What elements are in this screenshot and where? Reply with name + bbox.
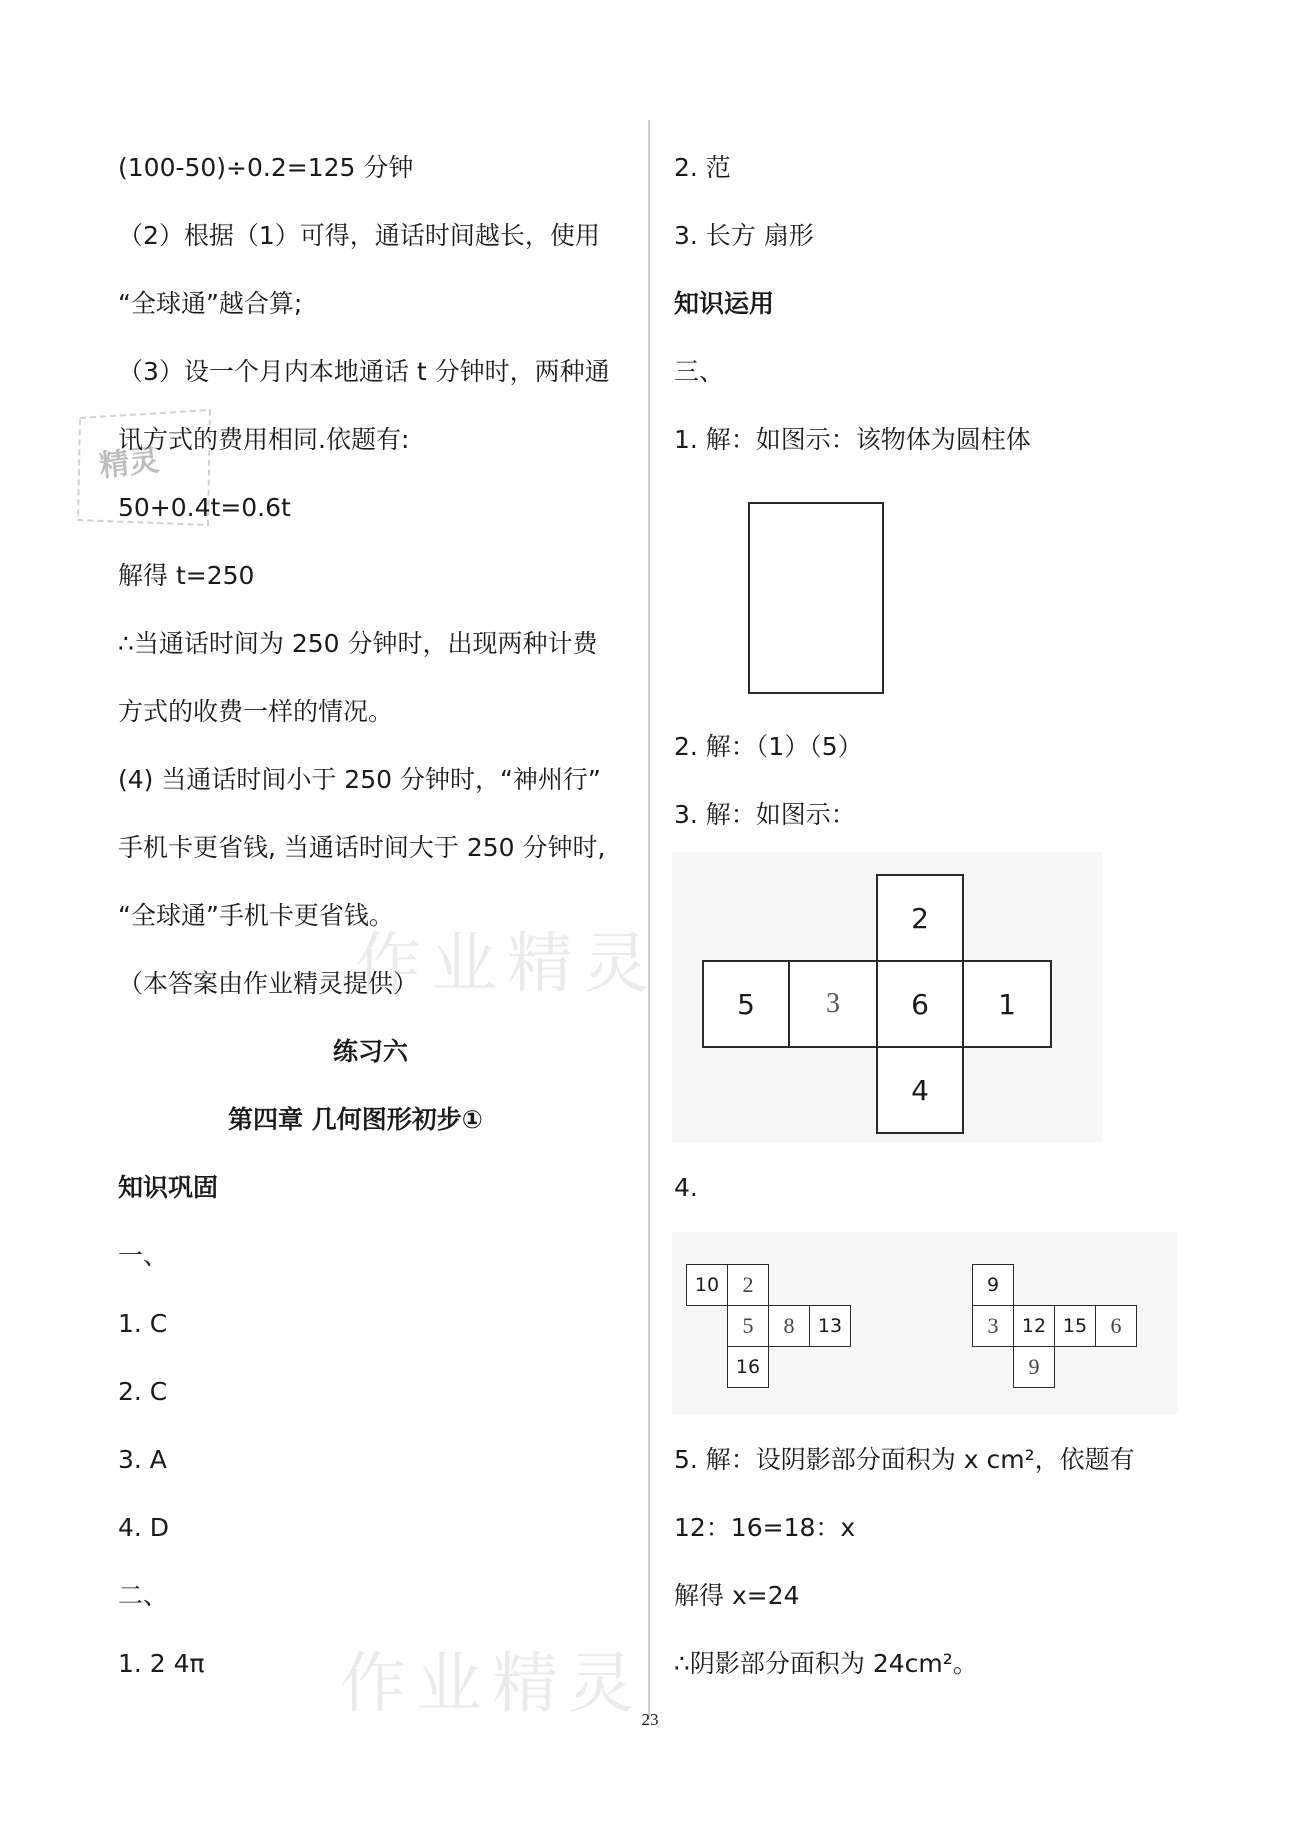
- watermark-middle: 作业精灵: [355, 925, 659, 1002]
- net-face-mid-left: 3: [788, 960, 878, 1048]
- section-title-apply: 知识运用: [674, 289, 775, 318]
- part4-cont2: “全球通”手机卡更省钱。: [118, 901, 394, 930]
- answer-one-4: 4. D: [118, 1513, 170, 1542]
- net-a-cell-5: 13: [809, 1305, 851, 1347]
- net-a-cell-6: 16: [727, 1346, 769, 1388]
- question-1: 1. 解：如图示：该物体为圆柱体: [674, 425, 1031, 454]
- answer-two-3: 3. 长方 扇形: [674, 221, 814, 250]
- part4-text: (4) 当通话时间小于 250 分钟时，“神州行”: [118, 765, 601, 794]
- equation: 50+0.4t=0.6t: [118, 493, 291, 522]
- section-title-consolidate: 知识巩固: [118, 1173, 219, 1202]
- solve-line: 解得 t=250: [118, 561, 255, 590]
- question-5-conclusion: ∴阴影部分面积为 24cm²。: [674, 1649, 978, 1678]
- conclusion-cont: 方式的收费一样的情况。: [118, 697, 394, 726]
- answer-one-3: 3. A: [118, 1445, 167, 1474]
- answer-one-2: 2. C: [118, 1377, 168, 1406]
- part2-text: （2）根据（1）可得，通话时间越长，使用: [118, 221, 600, 250]
- chapter-title: 第四章 几何图形初步①: [228, 1105, 483, 1134]
- question-5: 5. 解：设阴影部分面积为 x cm²，依题有: [674, 1445, 1135, 1474]
- question-2: 2. 解：（1）（5）: [674, 732, 863, 761]
- part-one-label: 一、: [118, 1241, 169, 1270]
- net-face-center: 6: [876, 960, 964, 1048]
- svg-text:精灵: 精灵: [97, 443, 161, 485]
- conclusion-text: ∴当通话时间为 250 分钟时，出现两种计费: [118, 629, 598, 658]
- net-b-cell-4: 15: [1054, 1305, 1096, 1347]
- exercise-title: 练习六: [333, 1037, 409, 1066]
- net-b-cell-6: 9: [1013, 1346, 1055, 1388]
- part-three-label: 三、: [674, 357, 725, 386]
- net-b-cell-2: 3: [972, 1305, 1014, 1347]
- net-b-cell-3: 12: [1013, 1305, 1055, 1347]
- question-4: 4.: [674, 1173, 698, 1202]
- answer-two-2: 2. 范: [674, 153, 731, 182]
- watermark-bottom: 作业精灵: [340, 1645, 644, 1722]
- net-face-right: 1: [962, 960, 1052, 1048]
- net-b-cell-5: 6: [1095, 1305, 1137, 1347]
- part-two-label: 二、: [118, 1581, 169, 1610]
- credit-line: （本答案由作业精灵提供）: [118, 969, 419, 998]
- part3-cont: 讯方式的费用相同.依题有:: [118, 425, 410, 454]
- question-5-ratio: 12：16=18：x: [674, 1513, 856, 1542]
- net-face-bottom: 4: [876, 1046, 964, 1134]
- part4-cont: 手机卡更省钱, 当通话时间大于 250 分钟时,: [118, 833, 606, 862]
- net-b-cell-1: 9: [972, 1264, 1014, 1306]
- net-a-cell-3: 5: [727, 1305, 769, 1347]
- calc-line: (100-50)÷0.2=125 分钟: [118, 153, 414, 182]
- answer-two-1: 1. 2 4π: [118, 1649, 205, 1678]
- cylinder-view-rectangle: [748, 502, 884, 694]
- net-a-cell-1: 10: [686, 1264, 728, 1306]
- part2-cont: “全球通”越合算;: [118, 289, 303, 318]
- question-5-solve: 解得 x=24: [674, 1581, 800, 1610]
- net-face-top: 2: [876, 874, 964, 962]
- part3-text: （3）设一个月内本地通话 t 分钟时，两种通: [118, 357, 610, 386]
- net-a-cell-2: 2: [727, 1264, 769, 1306]
- cube-net-q3: [672, 852, 1102, 1142]
- cube-nets-q4: [672, 1232, 1178, 1414]
- page-number: 23: [641, 1710, 659, 1729]
- question-3: 3. 解：如图示：: [674, 800, 856, 829]
- net-a-cell-4: 8: [768, 1305, 810, 1347]
- net-face-left: 5: [702, 960, 790, 1048]
- answer-one-1: 1. C: [118, 1309, 168, 1338]
